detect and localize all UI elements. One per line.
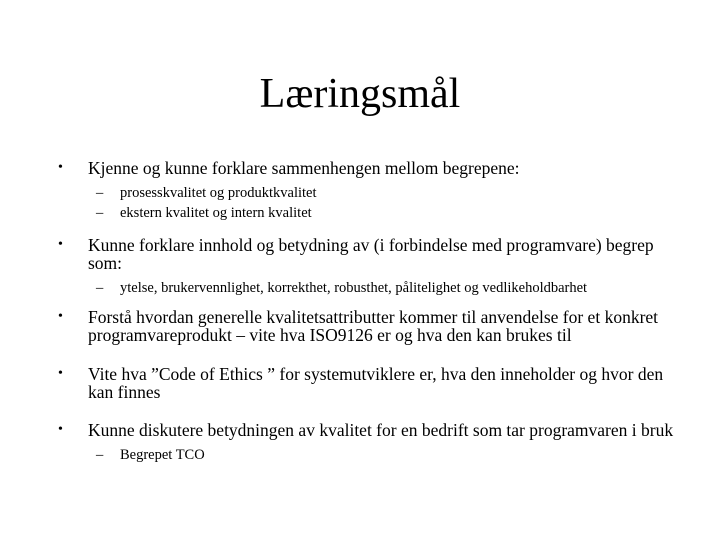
- bullet-item: [54, 159, 674, 223]
- sub-list: [54, 183, 674, 223]
- dash-icon: –: [96, 185, 104, 201]
- sub-list: [54, 445, 674, 465]
- bullet-text: Vite hva ”Code of Ethics ” for systemutviklere er, hva den inneholder og hvor den kan finnes: [88, 364, 664, 402]
- bullet-dot-icon: •: [58, 366, 63, 381]
- bullet-dot-icon: •: [58, 160, 63, 175]
- sub-item: [96, 203, 674, 223]
- sub-item: [96, 278, 674, 298]
- bullet-text: Kjenne og kunne forklare sammenhengen mellom begrepene:: [88, 158, 520, 178]
- bullet-row: [54, 159, 674, 177]
- bullet-text: Kunne forklare innhold og betydning av (i forbindelse med programvare) begrep som:: [88, 235, 654, 273]
- sub-item-text: Begrepet TCO: [120, 447, 205, 463]
- dash-icon: –: [96, 447, 104, 463]
- sub-item-text: prosesskvalitet og produktkvalitet: [120, 185, 317, 201]
- slide-title: Læringsmål: [259, 71, 461, 117]
- bullet-row: [54, 308, 674, 344]
- bullet-dot-icon: •: [58, 237, 63, 252]
- bullet-text: Forstå hvordan generelle kvalitetsattributter kommer til anvendelse for et konkret programvareprodukt – vite hva ISO9126 er og hva den kan brukes til: [88, 307, 659, 345]
- sub-item-text: ekstern kvalitet og intern kvalitet: [120, 205, 312, 221]
- bullet-item: [54, 365, 674, 401]
- bullet-item: [54, 421, 674, 465]
- bullet-dot-icon: •: [58, 309, 63, 324]
- bullet-dot-icon: •: [58, 422, 63, 437]
- bullet-row: [54, 365, 674, 401]
- bullet-item: [54, 236, 674, 298]
- sub-item: [96, 445, 674, 465]
- bullet-row: [54, 236, 674, 272]
- dash-icon: –: [96, 205, 104, 221]
- dash-icon: –: [96, 280, 104, 296]
- sub-list: [54, 278, 674, 298]
- bullet-row: [54, 421, 674, 439]
- sub-item: [96, 183, 674, 203]
- sub-item-text: ytelse, brukervennlighet, korrekthet, robusthet, pålitelighet og vedlikeholdbarhet: [120, 280, 588, 296]
- bullet-item: [54, 308, 674, 344]
- bullet-text: Kunne diskutere betydningen av kvalitet for en bedrift som tar programvaren i bruk: [88, 420, 674, 440]
